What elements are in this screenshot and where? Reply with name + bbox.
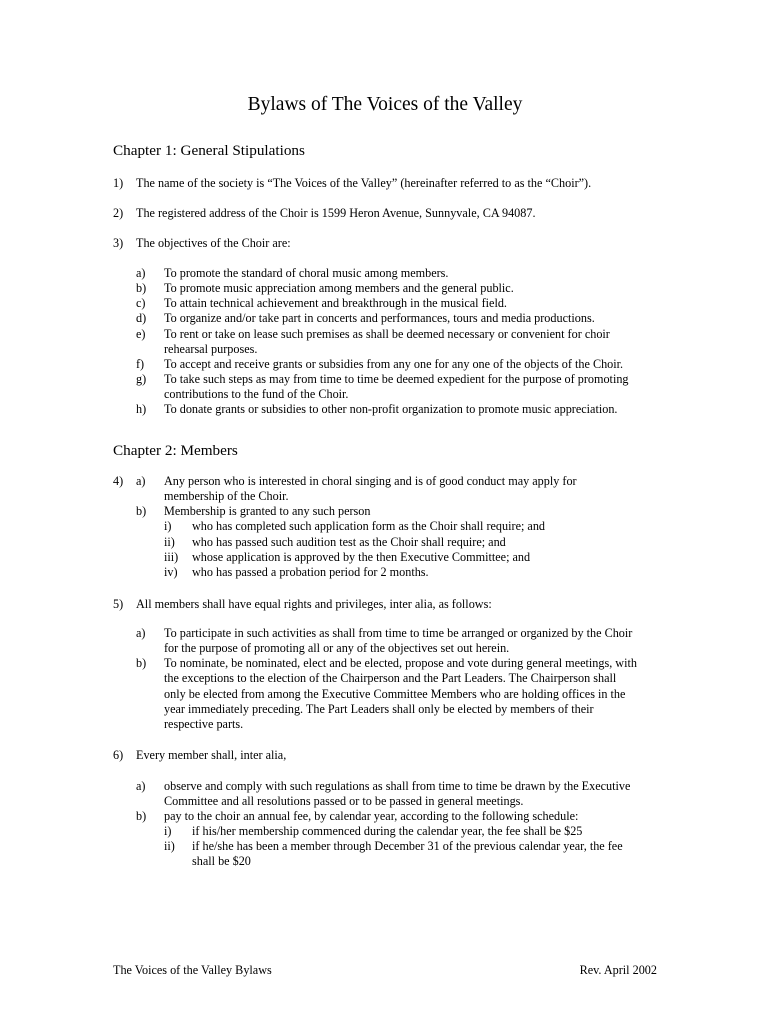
- paragraph-5-number: 5): [113, 597, 124, 611]
- paragraph-3-text: The objectives of the Choir are:: [136, 236, 291, 250]
- paragraph-6-number: 6): [113, 748, 124, 762]
- paragraph-6-text: Every member shall, inter alia,: [136, 748, 287, 762]
- objective-e-label: e): [136, 327, 146, 341]
- document-title: Bylaws of The Voices of the Valley: [247, 94, 523, 115]
- objective-h-text: To donate grants or subsidies to other non-profit organization to promote music appreciation.: [164, 402, 618, 416]
- paragraph-5b-text-line-1: To nominate, be nominated, elect and be elected, propose and vote during general meetings, with: [164, 656, 637, 670]
- paragraph-6a-label: a): [136, 779, 146, 793]
- paragraph-5-text: All members shall have equal rights and privileges, inter alia, as follows:: [136, 597, 492, 611]
- paragraph-6a-text-line-2: Committee and all resolutions passed or to be passed in general meetings.: [164, 794, 524, 808]
- objective-e-text-line-1: To rent or take on lease such premises as shall be deemed necessary or convenient for choir: [164, 327, 610, 341]
- objective-f-label: f): [136, 357, 145, 371]
- objective-g-text-line-1: To take such steps as may from time to time be deemed expedient for the purpose of promoting: [164, 372, 629, 386]
- fee-schedule-i-label: i): [164, 824, 172, 838]
- paragraph-4a-text-line-1: Any person who is interested in choral singing and is of good conduct may apply for: [164, 474, 577, 488]
- chapter-2-heading: Chapter 2: Members: [113, 442, 238, 459]
- objective-d-label: d): [136, 311, 147, 325]
- paragraph-1-text: The name of the society is “The Voices of the Valley” (hereinafter referred to as the “Choir”).: [136, 176, 592, 190]
- paragraph-2-text: The registered address of the Choir is 1599 Heron Avenue, Sunnyvale, CA 94087.: [136, 206, 536, 220]
- paragraph-4a-label: a): [136, 474, 146, 488]
- objective-f-text: To accept and receive grants or subsidies from any one for any one of the objects of the Choir.: [164, 357, 624, 371]
- objective-c-label: c): [136, 296, 146, 310]
- fee-schedule-i-text: if his/her membership commenced during the calendar year, the fee shall be $25: [192, 824, 583, 838]
- paragraph-4b-text: Membership is granted to any such person: [164, 504, 371, 518]
- paragraph-5a-text-line-2: for the purpose of promoting all or any of the objectives set out herein.: [164, 641, 510, 655]
- paragraph-4-number: 4): [113, 474, 124, 488]
- paragraph-5a-text-line-1: To participate in such activities as shall from time to time be arranged or organized by the Choir: [164, 626, 633, 640]
- objective-e-text-line-2: rehearsal purposes.: [164, 342, 258, 356]
- paragraph-6a-text-line-1: observe and comply with such regulations as shall from time to time be drawn by the Executive: [164, 779, 631, 793]
- membership-condition-iii-text: whose application is approved by the then Executive Committee; and: [192, 550, 531, 564]
- paragraph-4a-text-line-2: membership of the Choir.: [164, 489, 289, 503]
- membership-condition-ii-text: who has passed such audition test as the Choir shall require; and: [192, 535, 506, 549]
- fee-schedule-ii-text-line-1: if he/she has been a member through December 31 of the previous calendar year, the fee: [192, 839, 623, 853]
- objective-g-label: g): [136, 372, 147, 386]
- paragraph-5a-label: a): [136, 626, 146, 640]
- membership-condition-iii-label: iii): [164, 550, 179, 564]
- objective-d-text: To organize and/or take part in concerts and performances, tours and media productions.: [164, 311, 595, 325]
- objective-a-text: To promote the standard of choral music among members.: [164, 266, 449, 280]
- membership-condition-iv-text: who has passed a probation period for 2 months.: [192, 565, 429, 579]
- membership-condition-i-label: i): [164, 519, 172, 533]
- paragraph-5b-text-line-5: respective parts.: [164, 717, 244, 731]
- paragraph-3-number: 3): [113, 236, 124, 250]
- objective-g-text-line-2: contributions to the fund of the Choir.: [164, 387, 349, 401]
- footer-document-name: The Voices of the Valley Bylaws: [113, 963, 272, 977]
- objective-a-label: a): [136, 266, 146, 280]
- paragraph-4b-label: b): [136, 504, 147, 518]
- objective-b-label: b): [136, 281, 147, 295]
- fee-schedule-ii-label: ii): [164, 839, 175, 853]
- paragraph-5b-text-line-4: year immediately preceding. The Part Leaders shall only be elected by members of their: [164, 702, 594, 716]
- paragraph-6b-label: b): [136, 809, 147, 823]
- membership-condition-iv-label: iv): [164, 565, 178, 579]
- chapter-1-heading: Chapter 1: General Stipulations: [113, 142, 305, 159]
- paragraph-1-number: 1): [113, 176, 124, 190]
- paragraph-5b-text-line-2: the exceptions to the election of the Chairperson and the Part Leaders. The Chairperson shall: [164, 671, 617, 685]
- objective-c-text: To attain technical achievement and breakthrough in the musical field.: [164, 296, 507, 310]
- paragraph-6b-text: pay to the choir an annual fee, by calendar year, according to the following schedule:: [164, 809, 579, 823]
- membership-condition-ii-label: ii): [164, 535, 175, 549]
- paragraph-5b-text-line-3: only be elected from among the Executive Committee Members who are holding offices in the: [164, 687, 626, 701]
- footer-revision: Rev. April 2002: [579, 963, 657, 977]
- objective-b-text: To promote music appreciation among members and the general public.: [164, 281, 514, 295]
- paragraph-2-number: 2): [113, 206, 124, 220]
- objective-h-label: h): [136, 402, 147, 416]
- paragraph-5b-label: b): [136, 656, 147, 670]
- fee-schedule-ii-text-line-2: shall be $20: [192, 854, 251, 868]
- membership-condition-i-text: who has completed such application form as the Choir shall require; and: [192, 519, 546, 533]
